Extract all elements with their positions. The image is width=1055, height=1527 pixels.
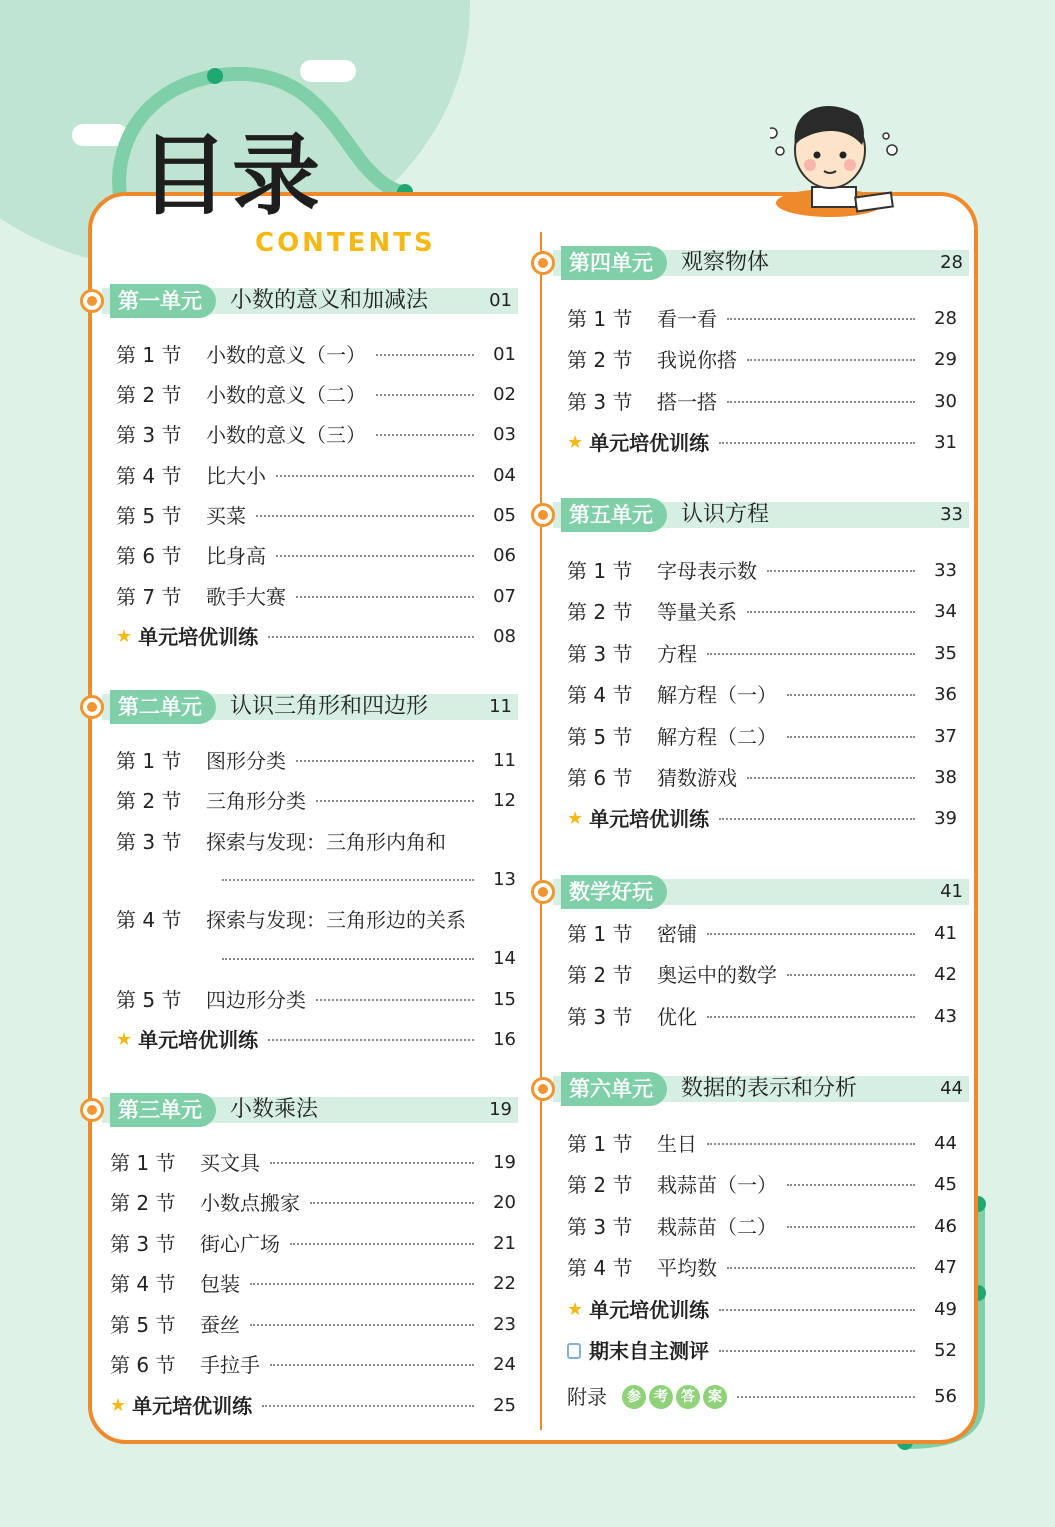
section-name: 栽蒜苗（二） [657,1215,777,1239]
section-number: 第 6 节 [110,1353,176,1377]
section-name: 栽蒜苗（一） [657,1173,777,1197]
unit-label: 第六单元 [561,1072,667,1106]
page-title: 目录 [140,124,325,227]
section-name: 小数的意义（二） [206,383,366,407]
section-name: 解方程（一） [657,683,777,707]
leader-dots [747,359,915,361]
section-page: 15 [493,989,516,1010]
toc-row[interactable] [110,1188,516,1218]
toc-row[interactable] [567,639,957,669]
toc-row[interactable] [567,1253,957,1283]
unit-title: 认识三角形和四边形 [230,694,429,719]
section-name: 生日 [657,1132,697,1156]
section-number: 第 3 节 [567,642,633,666]
toc-row[interactable] [110,1350,516,1380]
training-page: 16 [493,1029,516,1050]
leader-dots [747,777,915,779]
training-name: 单元培优训练 [589,431,710,455]
toc-row[interactable] [116,985,516,1015]
section-name: 等量关系 [657,600,737,624]
answer-chip: 答 [676,1385,700,1409]
section-name: 字母表示数 [657,559,757,583]
toc-row[interactable] [567,556,957,586]
unit-page: 44 [940,1078,963,1099]
section-number: 第 7 节 [116,585,182,609]
section-page: 06 [493,545,516,566]
section-page: 30 [934,391,957,412]
section-page: 41 [934,923,957,944]
unit-title: 小数乘法 [230,1097,319,1122]
leader-dots [376,394,474,396]
section-number: 第 6 节 [116,544,182,568]
toc-row-training[interactable] [116,1025,516,1055]
section-number: 第 3 节 [116,830,182,854]
unit-label: 第四单元 [561,246,667,280]
leader-dots [719,1350,915,1352]
leader-dots [250,1324,474,1326]
leader-dots [787,1184,915,1186]
star-icon: ★ [110,1395,127,1416]
section-number: 第 1 节 [116,749,182,773]
section-name: 手拉手 [200,1353,260,1377]
training-page: 39 [934,808,957,829]
unit-bullet-icon [531,880,555,904]
unit-title: 小数的意义和加减法 [230,288,429,313]
leader-dots [250,1283,474,1285]
section-page: 01 [493,344,516,365]
training-name: 单元培优训练 [132,1394,253,1418]
toc-row[interactable] [567,387,957,417]
section-name: 解方程（二） [657,725,777,749]
toc-row[interactable] [567,597,957,627]
unit-label: 第五单元 [561,498,667,532]
section-name: 小数的意义（三） [206,423,366,447]
toc-row[interactable] [567,919,957,949]
toc-row[interactable] [567,304,957,334]
leader-dots [270,1364,474,1366]
toc-row-training[interactable] [110,1391,516,1421]
section-page: 42 [934,964,957,985]
section-name: 方程 [657,642,697,666]
section-name: 奥运中的数学 [657,963,777,987]
toc-row-continuation[interactable] [222,865,516,895]
final-exam-name: 期末自主测评 [589,1339,709,1363]
toc-row[interactable] [567,1170,957,1200]
section-page: 21 [493,1233,516,1254]
section-name: 探索与发现：三角形边的关系 [206,908,466,932]
toc-row[interactable] [116,786,516,816]
leader-dots [296,596,474,598]
section-number: 第 2 节 [567,600,633,624]
section-page: 02 [493,384,516,405]
section-page: 13 [493,869,516,890]
leader-dots [310,1202,474,1204]
toc-row[interactable] [110,1310,516,1340]
leader-dots [707,933,915,935]
section-number: 第 1 节 [567,559,633,583]
section-number: 第 3 节 [116,423,182,447]
leader-dots [316,999,474,1001]
section-name: 比大小 [206,464,266,488]
section-name: 三角形分类 [206,789,306,813]
section-page: 05 [493,505,516,526]
section-number: 第 3 节 [110,1232,176,1256]
section-name: 歌手大赛 [206,585,286,609]
leader-dots [707,1016,915,1018]
training-page: 25 [493,1395,516,1416]
toc-row[interactable] [567,680,957,710]
section-page: 34 [934,601,957,622]
toc-row[interactable] [116,340,516,370]
section-page: 43 [934,1006,957,1027]
section-number: 第 4 节 [110,1272,176,1296]
section-name: 小数的意义（一） [206,343,366,367]
toc-row-appendix[interactable] [567,1382,957,1412]
toc-row-final-exam[interactable] [567,1336,957,1366]
leader-dots [276,555,474,557]
unit-page: 19 [489,1099,512,1120]
toc-row[interactable] [116,582,516,612]
final-exam-page: 52 [934,1340,957,1361]
section-page: 04 [493,465,516,486]
section-name: 街心广场 [200,1232,280,1256]
section-number: 第 2 节 [567,1173,633,1197]
toc-row[interactable] [116,461,516,491]
section-page: 47 [934,1257,957,1278]
leader-dots [767,570,915,572]
unit-header-3[interactable] [90,1093,518,1127]
star-icon: ★ [567,808,584,829]
unit-bullet-icon [531,1077,555,1101]
unit-label: 数学好玩 [561,875,667,909]
unit-header-4[interactable] [541,246,969,280]
unit-page: 41 [940,881,963,902]
section-number: 第 5 节 [116,988,182,1012]
leader-dots [268,636,474,638]
section-page: 23 [493,1314,516,1335]
section-name: 探索与发现：三角形内角和 [206,830,446,854]
unit-header-5[interactable] [541,498,969,532]
section-page: 12 [493,790,516,811]
exam-paper-icon [567,1343,581,1359]
training-page: 49 [934,1299,957,1320]
star-icon: ★ [116,626,133,647]
section-name: 优化 [657,1005,697,1029]
cloud-left [72,124,128,146]
section-number: 第 2 节 [567,348,633,372]
unit-label: 第一单元 [110,284,216,318]
leader-dots [737,1396,915,1398]
section-name: 图形分类 [206,749,286,773]
section-page: 29 [934,349,957,370]
leader-dots [296,760,474,762]
section-name: 看一看 [657,307,717,331]
toc-row[interactable] [567,1212,957,1242]
leader-dots [727,1267,915,1269]
section-number: 第 3 节 [567,1005,633,1029]
toc-row[interactable] [567,1129,957,1159]
leader-dots [222,879,474,881]
leader-dots [787,1226,915,1228]
boy-reading-illustration [770,95,910,220]
training-name: 单元培优训练 [589,1298,710,1322]
unit-page: 28 [940,252,963,273]
leader-dots [719,1309,915,1311]
training-page: 31 [934,432,957,453]
section-name: 包装 [200,1272,240,1296]
star-icon: ★ [116,1029,133,1050]
section-page: 28 [934,308,957,329]
toc-row[interactable] [110,1229,516,1259]
toc-row[interactable] [567,960,957,990]
section-number: 第 3 节 [567,390,633,414]
unit-label: 第二单元 [110,690,216,724]
section-page: 37 [934,726,957,747]
section-name: 买菜 [206,504,246,528]
unit-bullet-icon [80,1098,104,1122]
section-page: 44 [934,1133,957,1154]
unit-header-6[interactable] [541,1072,969,1106]
section-page: 22 [493,1273,516,1294]
training-name: 单元培优训练 [138,625,259,649]
unit-title: 数据的表示和分析 [681,1076,858,1101]
section-number: 第 1 节 [567,922,633,946]
unit-title: 观察物体 [681,250,770,275]
unit-bullet-icon [531,503,555,527]
section-page: 20 [493,1192,516,1213]
section-number: 第 6 节 [567,766,633,790]
section-page: 19 [493,1152,516,1173]
leader-dots [262,1405,474,1407]
training-name: 单元培优训练 [138,1028,259,1052]
section-page: 45 [934,1174,957,1195]
star-icon: ★ [567,1299,584,1320]
unit-bullet-icon [80,289,104,313]
toc-row[interactable] [567,1002,957,1032]
cloud-right [300,60,356,82]
answer-chip: 案 [703,1385,727,1409]
section-number: 第 5 节 [110,1313,176,1337]
toc-row[interactable] [116,501,516,531]
leader-dots [787,974,915,976]
toc-row-multiline[interactable] [116,827,516,857]
toc-row-training[interactable] [567,804,957,834]
leader-dots [707,653,915,655]
toc-row-training[interactable] [567,428,957,458]
training-page: 08 [493,626,516,647]
toc-row-training[interactable] [567,1295,957,1325]
section-number: 第 4 节 [116,908,182,932]
section-name: 我说你搭 [657,348,737,372]
section-number: 第 4 节 [567,1256,633,1280]
leader-dots [222,958,474,960]
leader-dots [787,736,915,738]
section-name: 猜数游戏 [657,766,737,790]
leader-dots [727,401,915,403]
leader-dots [276,475,474,477]
section-number: 第 3 节 [567,1215,633,1239]
toc-row[interactable] [116,380,516,410]
leader-dots [268,1039,474,1041]
training-name: 单元培优训练 [589,807,710,831]
leader-dots [256,515,474,517]
answer-chip: 考 [649,1385,673,1409]
leader-dots [376,434,474,436]
section-number: 第 1 节 [567,307,633,331]
answer-chip: 参 [622,1385,646,1409]
unit-label: 第三单元 [110,1093,216,1127]
section-name: 蚕丝 [200,1313,240,1337]
page-subtitle: CONTENTS [255,228,436,258]
leader-dots [719,442,915,444]
star-icon: ★ [567,432,584,453]
section-name: 小数点搬家 [200,1191,300,1215]
section-number: 第 5 节 [567,725,633,749]
unit-header-2[interactable] [90,690,518,724]
leader-dots [787,694,915,696]
section-page: 36 [934,684,957,705]
unit-bullet-icon [531,251,555,275]
leader-dots [719,818,915,820]
unit-bullet-icon [80,695,104,719]
leader-dots [747,611,915,613]
section-page: 11 [493,750,516,771]
section-number: 第 5 节 [116,504,182,528]
leader-dots [727,318,915,320]
unit-title: 认识方程 [681,502,770,527]
toc-row[interactable] [567,722,957,752]
leader-dots [707,1143,915,1145]
section-page: 14 [493,948,516,969]
leader-dots [290,1243,474,1245]
section-number: 第 2 节 [116,383,182,407]
toc-row-continuation[interactable] [222,944,516,974]
unit-header-1[interactable] [90,284,518,318]
toc-row[interactable] [110,1269,516,1299]
unit-page: 11 [489,696,512,717]
section-name: 密铺 [657,922,697,946]
section-number: 第 2 节 [116,789,182,813]
unit-page: 01 [489,290,512,311]
section-page: 33 [934,560,957,581]
appendix-label: 附录 [567,1385,607,1409]
section-page: 03 [493,424,516,445]
toc-row[interactable] [567,763,957,793]
section-name: 比身高 [206,544,266,568]
appendix-page: 56 [934,1386,957,1407]
section-number: 第 1 节 [110,1151,176,1175]
toc-row-multiline[interactable] [116,905,516,935]
section-page: 38 [934,767,957,788]
leader-dots [270,1162,474,1164]
section-page: 35 [934,643,957,664]
section-name: 买文具 [200,1151,260,1175]
section-name: 平均数 [657,1256,717,1280]
section-number: 第 2 节 [110,1191,176,1215]
section-number: 第 4 节 [116,464,182,488]
section-name: 搭一搭 [657,390,717,414]
toc-row[interactable] [567,345,957,375]
section-page: 07 [493,586,516,607]
column-divider [540,232,542,1430]
leader-dots [376,354,474,356]
toc-row-training[interactable] [116,622,516,652]
leader-dots [316,800,474,802]
toc-row[interactable] [116,420,516,450]
section-page: 46 [934,1216,957,1237]
section-number: 第 1 节 [116,343,182,367]
toc-row[interactable] [116,541,516,571]
section-name: 四边形分类 [206,988,306,1012]
unit-header-math-fun[interactable] [541,875,969,909]
unit-page: 33 [940,504,963,525]
section-number: 第 2 节 [567,963,633,987]
section-number: 第 1 节 [567,1132,633,1156]
section-page: 24 [493,1354,516,1375]
toc-row[interactable] [116,746,516,776]
toc-row[interactable] [110,1148,516,1178]
section-number: 第 4 节 [567,683,633,707]
